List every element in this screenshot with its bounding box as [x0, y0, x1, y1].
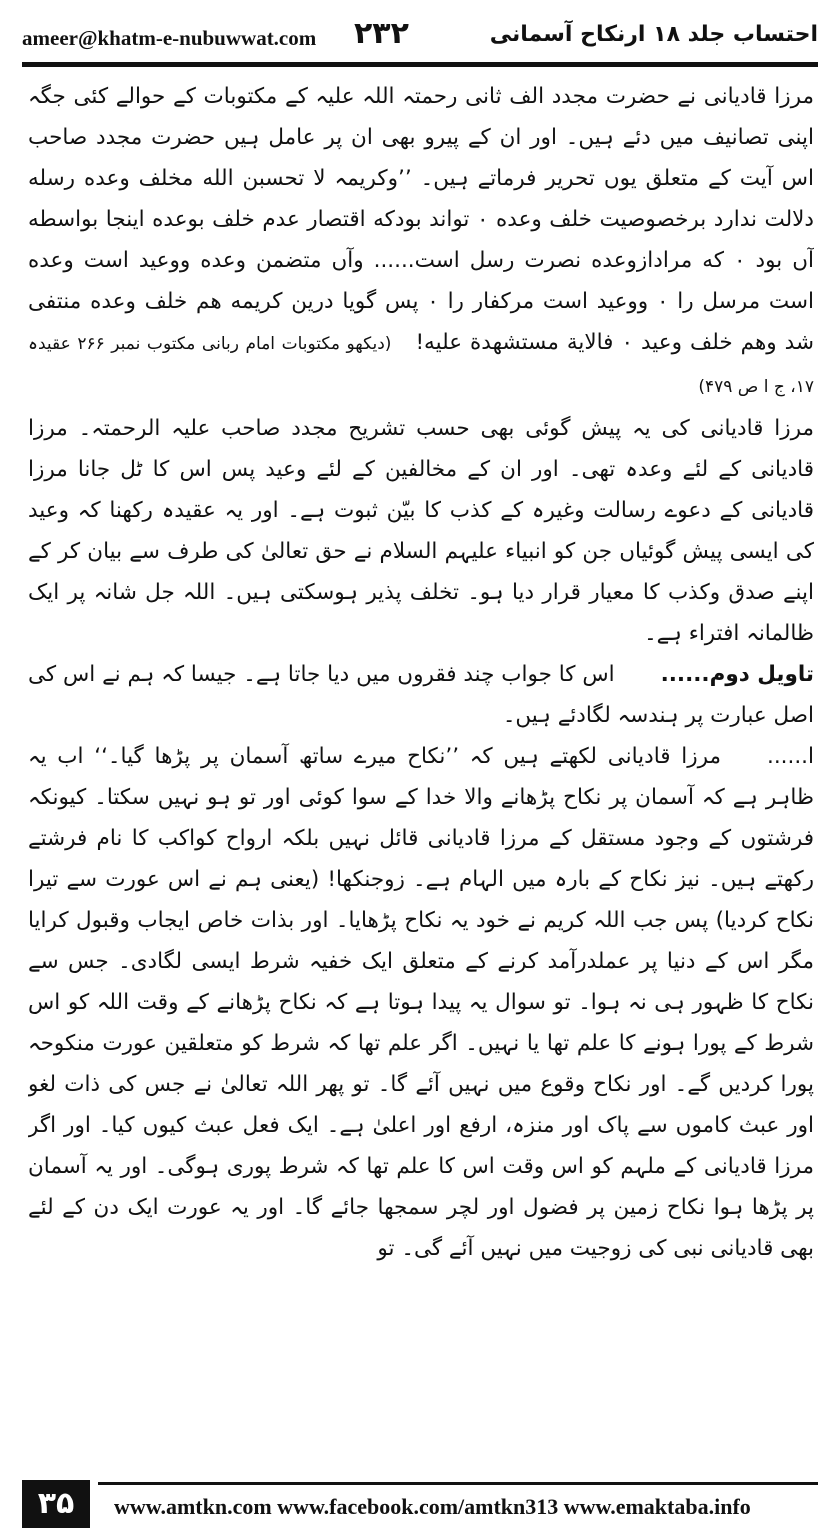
persian-quote: لا تحسبن الله مخلف وعده رسله دلالت ندارد برخصوصیت خلف وعده ۰ تواند بودکه اقتصار عدم خلف بوعده اینجا بواسطه آں بود ۰ که مرادازوعده نصرت رسل است...... وآں متضمن وعده ووعید است وعده است مرسل را ۰ ووعید است مرکفار را ۰ پس گویا درین کریمه هم خلف وعده منتفی شد وهم خلف وعید ۰ فالایة مستشهدة علیه!	[28, 166, 814, 355]
paragraph-2-text: مرزا قادیانی کی یہ پیش گوئی بھی حسب تشریح مجدد صاحب علیہ الرحمتہ۔ مرزا قادیانی کے لئے وعدہ تھی۔ اور ان کے مخالفین کے لئے وعید پس اس کا ٹل جانا مرزا قادیانی کے دعوے رسالت وغیرہ کے کذب کا بیّن ثبوت ہے۔ اور یہ عقیدہ رکھنا کہ وعید کی ایسی پیش گوئیاں جن کو انبیاء علیہم السلام نے حق تعالیٰ کی طرف سے بیان کر کے اپنے صدق وکذب کا معیار قرار دیا ہو۔ تخلف پذیر ہوسکتی ہیں۔ اللہ جل شانہ پر ایک ظالمانہ افتراء ہے۔	[28, 416, 814, 646]
footer-divider	[98, 1482, 818, 1485]
page-footer	[22, 1480, 818, 1530]
reference-citation: (دیکھو مکتوبات امام ربانی مکتوب نمبر ۲۶۶ عقیدہ ۱۷، ج ا ص ۴۷۹)	[28, 334, 814, 397]
header-book-title: احتساب جلد ۱۸ ارنکاح آسمانی	[489, 22, 818, 47]
page-header	[22, 14, 818, 54]
paragraph-4-number: ا......	[767, 744, 814, 769]
footer-page-number: ۳۵	[22, 1480, 90, 1528]
paragraph-4-text: مرزا قادیانی لکھتے ہیں کہ ’’نکاح میرے ساتھ آسمان پر پڑھا گیا۔‘‘ اب یہ ظاہر ہے کہ آسمان پر نکاح پڑھانے والا خدا کے سوا کوئی اور تو ہو نہیں سکتا۔ کیونکہ فرشتوں کے وجود مستقل کے مرزا قادیانی قائل نہیں بلکہ ارواح کواکب کا نام فرشتے رکھتے ہیں۔ نیز نکاح کے بارہ میں الہام ہے۔ زوجنکھا! (یعنی ہم نے اس عورت سے تیرا نکاح کردیا) پس جب اللہ کریم نے خود یہ نکاح پڑھایا۔ اور بذات خاص ایجاب وقبول کرایا مگر اس کے دنیا پر عملدرآمد کرنے کے متعلق ایک خفیہ شرط ایسی لگادی۔ جس سے نکاح کا ظہور ہی نہ ہوا۔ تو سوال یہ پیدا ہوتا ہے کہ نکاح پڑھانے کے وقت اللہ کو اس شرط کے پورا ہونے کا علم تھا یا نہیں۔ اگر علم تھا کہ شرط کو متعلقین عورت منکوحہ پورا کردیں گے۔ اور نکاح وقوع میں نہیں آئے گا۔ تو پھر اللہ تعالیٰ نے جس کی ذات لغو اور عبث کاموں سے پاک اور منزہ، ارفع اور اعلیٰ ہے۔ ایک فعل عبث کیوں کیا۔ اور اگر مرزا قادیانی کے ملہم کو اس وقت اس کا علم تھا کہ شرط پوری ہوگی۔ اور یہ آسمان پر پڑھا ہوا نکاح زمین پر فضول اور لچر سمجھا جائے گا۔ اور یہ عورت ایک دن کے لئے بھی قادیانی نبی کی زوجیت میں نہیں آئے گی۔ تو	[28, 744, 814, 1261]
section-heading-tawil-doum: تاویل دوم......	[660, 662, 814, 687]
page-body	[28, 76, 814, 1488]
paragraph-4	[28, 736, 814, 1269]
footer-links: www.amtkn.com www.facebook.com/amtkn313 www.emaktaba.info	[114, 1494, 751, 1519]
header-email: ameer@khatm-e-nubuwwat.com	[22, 26, 317, 50]
paragraph-1	[28, 76, 814, 408]
paragraph-2	[28, 408, 814, 654]
paragraph-1-text: مرزا قادیانی نے حضرت مجدد الف ثانی رحمتہ اللہ علیہ کے مکتوبات کے حوالے کئی جگہ اپنی تصانیف میں دئے ہیں۔ اور ان کے پیرو بھی ان پر عامل ہیں حضرت مجدد صاحب اس آیت کے متعلق یوں تحریر فرماتے ہیں۔ ’’وکریمہ	[28, 84, 814, 191]
header-divider	[22, 62, 818, 67]
paragraph-3-text: اس کا جواب چند فقروں میں دیا جاتا ہے۔ جیسا کہ ہم نے اس کی اصل عبارت پر ہندسہ لگادئے ہیں۔	[28, 662, 814, 728]
header-page-number: ۲۳۲	[354, 16, 409, 51]
paragraph-3	[28, 654, 814, 736]
